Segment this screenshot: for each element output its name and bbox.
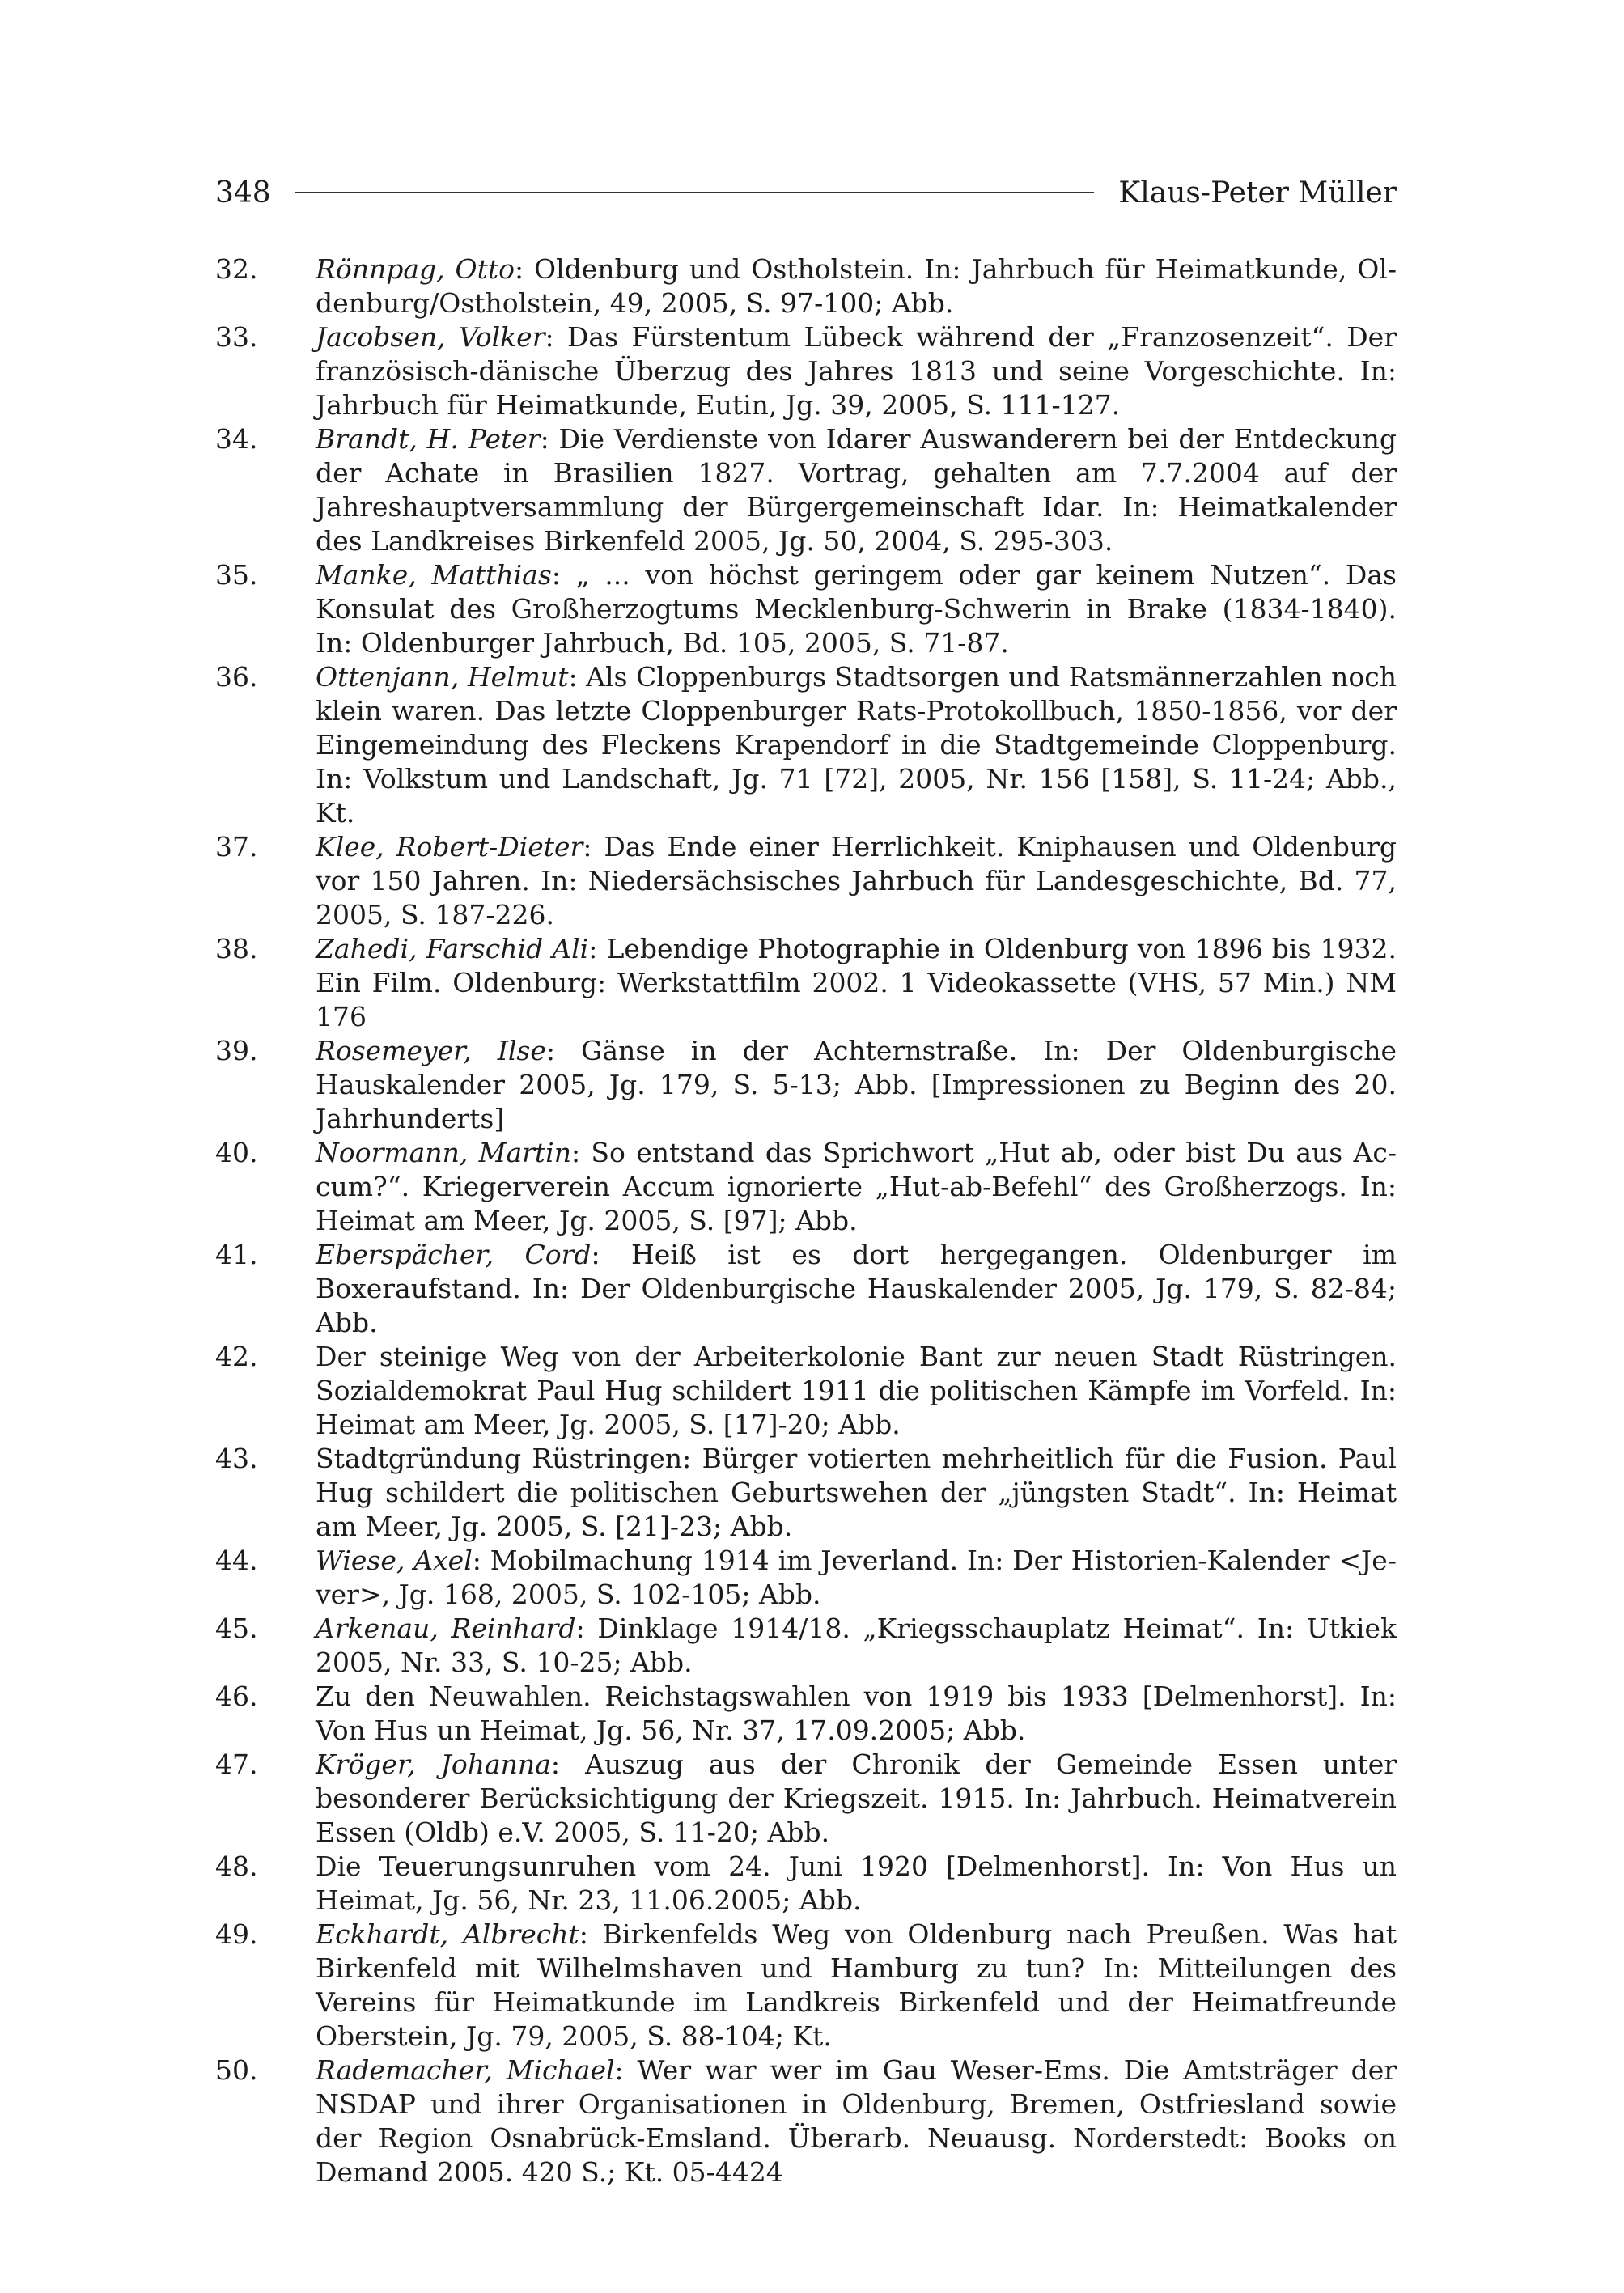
entry-body: : Wer war wer im Gau Weser-Ems. Die Amtsträger der NSDAP und ihrer Organisationen in Oldenburg, Bremen, Ostfriesland sowie der Region Osnabrück-Emsland. Überarb. Neuausg. Norderstedt: Books on Demand 2005. 420 S.; Kt. 05-4424 xyxy=(316,2054,1397,2188)
entry-number: 42. xyxy=(215,1341,258,1372)
entry-number: 38. xyxy=(215,933,258,964)
entry-number: 33. xyxy=(215,321,258,353)
entry-number: 50. xyxy=(215,2054,258,2086)
bibliography-entry xyxy=(215,422,1397,558)
entry-body: : Das Fürstentum Lübeck während der „Franzosenzeit“. Der französisch-dänische Überzug des Jahres 1813 und seine Vorgeschichte. In: Jahrbuch für Heimatkunde, Eutin, Jg. 39, 2005, S. 111-127. xyxy=(316,321,1397,421)
entry-body: Der steinige Weg von der Arbeiterkolonie Bant zur neuen Stadt Rüstringen. Sozialdemokrat Paul Hug schildert 1911 die politischen Kämpfe im Vorfeld. In: Heimat am Meer, Jg. 2005, S. [17]-20; Abb. xyxy=(316,1341,1397,1440)
bibliography-entry xyxy=(215,1918,1397,2054)
entry-body: : Birkenfelds Weg von Oldenburg nach Preußen. Was hat Birkenfeld mit Wilhelmshaven und Hamburg zu tun? In: Mitteilungen des Vereins für Heimatkunde im Landkreis Birkenfeld und der Heimatfreunde Oberstein, Jg. 79, 2005, S. 88-104; Kt. xyxy=(316,1918,1397,2052)
entry-text xyxy=(316,422,1397,558)
entry-author: Kröger, Johanna xyxy=(316,1748,551,1780)
entry-text xyxy=(316,1918,1397,2054)
bibliography-list xyxy=(215,252,1397,2189)
bibliography-entry xyxy=(215,1340,1397,1442)
entry-number: 37. xyxy=(215,831,258,863)
entry-number: 35. xyxy=(215,559,258,591)
entry-text xyxy=(316,1748,1397,1850)
entry-author: Arkenau, Reinhard xyxy=(316,1613,576,1644)
entry-author: Manke, Matthias xyxy=(316,559,552,591)
entry-text xyxy=(316,1850,1397,1918)
entry-text xyxy=(316,320,1397,422)
bibliography-entry xyxy=(215,830,1397,932)
page-number: 348 xyxy=(215,176,271,210)
bibliography-entry xyxy=(215,660,1397,830)
entry-text xyxy=(316,660,1397,830)
entry-number: 49. xyxy=(215,1918,258,1950)
entry-text xyxy=(316,1238,1397,1340)
bibliography-entry xyxy=(215,320,1397,422)
running-head: Klaus-Peter Müller xyxy=(1118,176,1397,210)
bibliography-entry xyxy=(215,1136,1397,1238)
entry-body: : Dinklage 1914/18. „Kriegsschauplatz Heimat“. In: Utkiek 2005, Nr. 33, S. 10-25; Abb. xyxy=(316,1613,1397,1678)
entry-text xyxy=(316,1340,1397,1442)
entry-author: Noormann, Martin xyxy=(316,1137,571,1168)
entry-body: : Lebendige Photographie in Oldenburg von 1896 bis 1932. Ein Film. Oldenburg: Werkstattfilm 2002. 1 Videokassette (VHS, 57 Min.) NM 176 xyxy=(316,933,1397,1032)
entry-author: Brandt, H. Peter xyxy=(316,423,541,455)
entry-number: 47. xyxy=(215,1748,258,1780)
bibliography-entry xyxy=(215,1238,1397,1340)
bibliography-entry xyxy=(215,1612,1397,1680)
entry-text xyxy=(316,1612,1397,1680)
entry-body: : Heiß ist es dort hergegangen. Oldenburger im Boxeraufstand. In: Der Oldenburgische Hauskalender 2005, Jg. 179, S. 82-84; Abb. xyxy=(316,1239,1397,1338)
entry-author: Eberspächer, Cord xyxy=(316,1239,592,1270)
entry-number: 39. xyxy=(215,1035,258,1066)
page-header xyxy=(215,170,1397,215)
bibliography-entry xyxy=(215,252,1397,320)
entry-number: 43. xyxy=(215,1443,258,1474)
entry-text xyxy=(316,830,1397,932)
entry-number: 34. xyxy=(215,423,258,455)
entry-author: Jacobsen, Volker xyxy=(316,321,545,353)
bibliography-entry xyxy=(215,1680,1397,1748)
entry-number: 46. xyxy=(215,1681,258,1712)
header-rule xyxy=(295,192,1095,193)
entry-body: Die Teuerungsunruhen vom 24. Juni 1920 [Delmenhorst]. In: Von Hus un Heimat, Jg. 56, Nr. 23, 11.06.2005; Abb. xyxy=(316,1850,1397,1916)
entry-text xyxy=(316,558,1397,660)
entry-text xyxy=(316,252,1397,320)
entry-author: Rademacher, Michael xyxy=(316,2054,615,2086)
entry-number: 36. xyxy=(215,661,258,693)
entry-body: : Mobilmachung 1914 im Jeverland. In: Der Historien-Kalender <Jever>, Jg. 168, 2005, S. 102-105; Abb. xyxy=(316,1545,1397,1610)
entry-number: 41. xyxy=(215,1239,258,1270)
entry-number: 40. xyxy=(215,1137,258,1168)
entry-author: Wiese, Axel xyxy=(316,1545,473,1576)
entry-text xyxy=(316,1442,1397,1544)
entry-number: 44. xyxy=(215,1545,258,1576)
entry-body: : Gänse in der Achternstraße. In: Der Oldenburgische Hauskalender 2005, Jg. 179, S. 5-13; Abb. [Impressionen zu Beginn des 20. Jahrhunderts] xyxy=(316,1035,1397,1134)
bibliography-entry xyxy=(215,932,1397,1034)
entry-text xyxy=(316,1680,1397,1748)
entry-author: Zahedi, Farschid Ali xyxy=(316,933,589,964)
bibliography-entry xyxy=(215,1850,1397,1918)
entry-body: Zu den Neuwahlen. Reichstagswahlen von 1919 bis 1933 [Delmenhorst]. In: Von Hus un Heimat, Jg. 56, Nr. 37, 17.09.2005; Abb. xyxy=(316,1681,1397,1746)
bibliography-entry xyxy=(215,1748,1397,1850)
entry-number: 32. xyxy=(215,253,258,285)
entry-number: 48. xyxy=(215,1850,258,1882)
bibliography-entry xyxy=(215,1544,1397,1612)
entry-body: : So entstand das Sprichwort „Hut ab, oder bist Du aus Accum?“. Kriegerverein Accum ignorierte „Hut-ab-Befehl“ des Großherzogs. In: Heimat am Meer, Jg. 2005, S. [97]; Abb. xyxy=(316,1137,1397,1236)
bibliography-entry xyxy=(215,1034,1397,1136)
bibliography-entry xyxy=(215,1442,1397,1544)
entry-author: Rönnpag, Otto xyxy=(316,253,515,285)
entry-text xyxy=(316,932,1397,1034)
entry-number: 45. xyxy=(215,1613,258,1644)
entry-body: : „ ... von höchst geringem oder gar keinem Nutzen“. Das Konsulat des Großherzogtums Mecklenburg-Schwerin in Brake (1834-1840). In: Oldenburger Jahrbuch, Bd. 105, 2005, S. 71-87. xyxy=(316,559,1397,659)
entry-author: Rosemeyer, Ilse xyxy=(316,1035,546,1066)
entry-text xyxy=(316,1136,1397,1238)
entry-author: Ottenjann, Helmut xyxy=(316,661,569,693)
bibliography-entry xyxy=(215,2054,1397,2189)
entry-text xyxy=(316,2054,1397,2189)
entry-author: Klee, Robert-Dieter xyxy=(316,831,583,863)
entry-body: : Das Ende einer Herrlichkeit. Kniphausen und Oldenburg vor 150 Jahren. In: Niedersächsisches Jahrbuch für Landesgeschichte, Bd. 77, 2005, S. 187-226. xyxy=(316,831,1397,930)
entry-author: Eckhardt, Albrecht xyxy=(316,1918,579,1950)
bibliography-entry xyxy=(215,558,1397,660)
entry-body: : Oldenburg und Ostholstein. In: Jahrbuch für Heimatkunde, Oldenburg/Ostholstein, 49, 2005, S. 97-100; Abb. xyxy=(316,253,1397,319)
entry-text xyxy=(316,1034,1397,1136)
entry-body: : Die Verdienste von Idarer Auswanderern bei der Entdeckung der Achate in Brasilien 1827. Vortrag, gehalten am 7.7.2004 auf der Jahreshauptversammlung der Bürgergemeinschaft Idar. In: Heimatkalender des Landkreises Birkenfeld 2005, Jg. 50, 2004, S. 295-303. xyxy=(316,423,1397,557)
entry-body: : Als Cloppenburgs Stadtsorgen und Ratsmännerzahlen noch klein waren. Das letzte Cloppenburger Rats-Protokollbuch, 1850-1856, vor der Eingemeindung des Fleckens Krapendorf in die Stadtgemeinde Cloppenburg. In: Volkstum und Landschaft, Jg. 71 [72], 2005, Nr. 156 [158], S. 11-24; Abb., Kt. xyxy=(316,661,1397,829)
entry-body: : Auszug aus der Chronik der Gemeinde Essen unter besonderer Berücksichtigung der Kriegszeit. 1915. In: Jahrbuch. Heimatverein Essen (Oldb) e.V. 2005, S. 11-20; Abb. xyxy=(316,1748,1397,1848)
entry-text xyxy=(316,1544,1397,1612)
entry-body: Stadtgründung Rüstringen: Bürger votierten mehrheitlich für die Fusion. Paul Hug schildert die politischen Geburtswehen der „jüngsten Stadt“. In: Heimat am Meer, Jg. 2005, S. [21]-23; Abb. xyxy=(316,1443,1397,1542)
